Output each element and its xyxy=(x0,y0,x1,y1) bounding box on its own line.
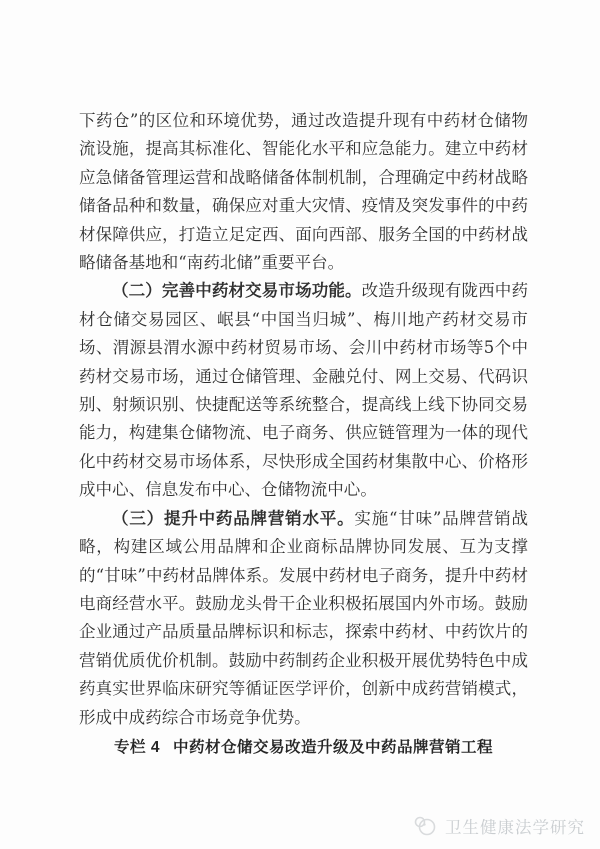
paragraph-heading: （三）提升中药品牌营销水平。 xyxy=(112,508,355,528)
paragraph-body: 实施“甘味”品牌营销战略，构建区域公用品牌和企业商标品牌协同发展、互为支撑的“甘味”中药材品牌体系。发展中药材电子商务，提升中药材电商经营水平。鼓励龙头骨干企业积极拓展国内外市场。鼓励企业通过产品质量品牌标识和标志，探索中药材、中药饮片的营销优质优价机制。鼓励中药制药企业积极开展优势特色中成药真实世界临床研究等循证医学评价，创新中成药营销模式，形成中成药综合市场竞争优势。 xyxy=(79,508,528,727)
watermark-label: 卫生健康法学研究 xyxy=(445,819,585,837)
box-caption xyxy=(79,735,528,757)
body-text xyxy=(79,107,528,757)
caption-title: 中药材仓储交易改造升级及中药品牌营销工程 xyxy=(172,738,493,756)
circular-logo-icon xyxy=(412,814,440,838)
caption-prefix: 专栏 4 xyxy=(114,738,160,756)
watermark xyxy=(412,814,585,838)
paragraph-heading: （二）完善中药材交易市场功能。 xyxy=(112,281,362,301)
paragraph-body: 下药仓”的区位和环境优势，通过改造提升现有中药材仓储物流设施，提高其标准化、智能化水平和应急能力。建立中药材应急储备管理运营和战略储备体制机制，合理确定中药材战略储备品种和数量，确保应对重大灾情、疫情及突发事件的中药材保障供应，打造立足定西、面向西部、服务全国的中药材战略储备基地和“南药北储”重要平台。 xyxy=(79,111,528,273)
paragraph xyxy=(79,277,528,504)
paragraph-body: 改造升级现有陇西中药材仓储交易园区、岷县“中国当归城”、梅川地产药材交易市场、渭源县渭水源中药材贸易市场、会川中药材市场等5个中药材交易市场，通过仓储管理、金融兑付、网上交易、代码识别、射频识别、快捷配送等系统整合，提高线上线下协同交易能力，构建集仓储物流、电子商务、供应链管理为一体的现代化中药材交易市场体系，尽快形成全国药材集散中心、价格形成中心、信息发布中心、仓储物流中心。 xyxy=(79,281,528,500)
paragraph xyxy=(79,505,528,732)
paragraph xyxy=(79,107,528,277)
